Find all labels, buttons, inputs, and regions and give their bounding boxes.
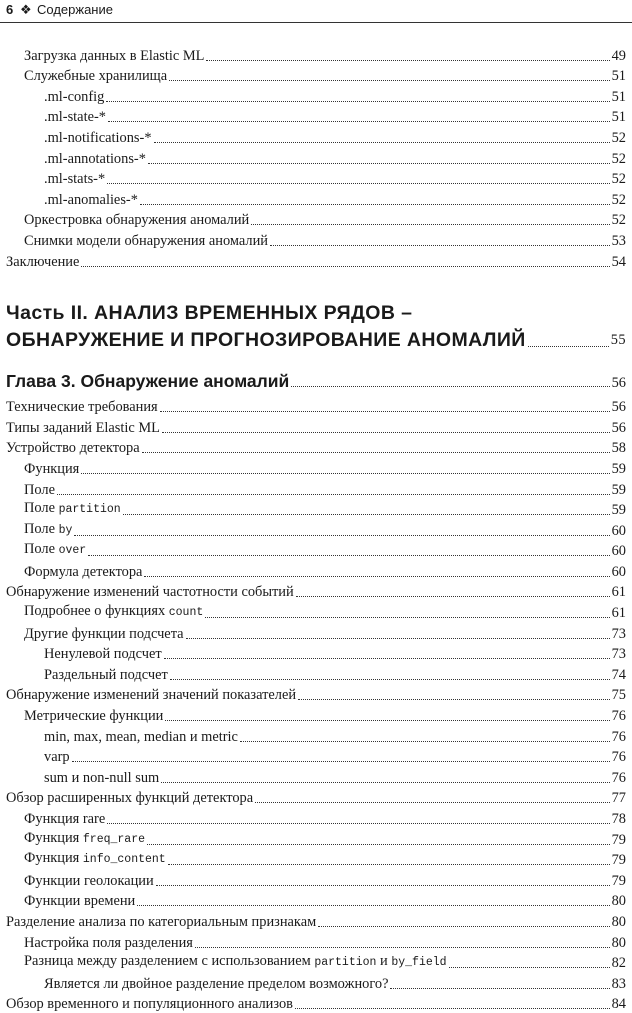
toc-entry[interactable] [0, 44, 632, 65]
toc-entry-page: 79 [611, 831, 626, 848]
title-text: Технические требования [6, 399, 158, 416]
toc-entry-page: 52 [611, 191, 626, 208]
code-term: by [58, 523, 73, 537]
toc-entry-page: 52 [611, 150, 626, 167]
title-text: .ml-config [44, 88, 105, 105]
part-title-line1: Часть II. АНАЛИЗ ВРЕМЕННЫХ РЯДОВ – [6, 301, 413, 324]
toc-entry[interactable] [0, 952, 632, 973]
code-term: partition [314, 956, 377, 970]
toc-entry-title [24, 872, 154, 890]
leader-dots [144, 576, 609, 577]
title-text: Типы заданий Elastic ML [6, 419, 160, 436]
leader-dots [169, 80, 609, 81]
leader-dots [156, 885, 610, 886]
toc-entry[interactable] [0, 168, 632, 189]
title-text: Поле [24, 481, 55, 498]
title-text: Загрузка данных в Elastic ML [24, 47, 205, 64]
toc-entry[interactable] [0, 663, 632, 684]
title-text: .ml-notifications-* [44, 129, 152, 146]
toc-entry-page: 52 [611, 171, 626, 188]
toc-entry-title [24, 602, 203, 622]
leader-dots [205, 617, 609, 618]
leader-dots [240, 741, 610, 742]
toc-entry-title [24, 232, 268, 250]
leader-dots [164, 658, 610, 659]
toc-entry-title [24, 47, 204, 65]
title-text: Обзор расширенных функций детектора [6, 790, 254, 807]
toc-entry-title [44, 975, 388, 993]
toc-entry-title [44, 645, 162, 663]
toc-entry-page: 78 [611, 811, 626, 827]
toc-entry-page: 60 [611, 563, 626, 580]
code-term: by_field [391, 956, 447, 970]
toc-entry-title [44, 666, 168, 684]
toc-entry-title [24, 540, 86, 560]
header-title: Содержание [37, 2, 113, 17]
toc-entry-page: 76 [611, 708, 626, 725]
toc-entry-title [44, 129, 152, 147]
toc-section-top [0, 44, 632, 271]
toc-entry-page: 56 [611, 399, 626, 416]
toc-entry-title [6, 583, 294, 601]
title-text: Метрические функции [24, 708, 164, 725]
running-header [0, 0, 632, 23]
toc-entry-page: 59 [611, 481, 626, 498]
leader-dots [140, 204, 610, 205]
leader-dots [170, 679, 610, 680]
toc-entry-page: 76 [611, 749, 626, 766]
title-text: Устройство детектора [6, 440, 140, 457]
leader-dots [123, 514, 610, 515]
toc-entry-page: 75 [611, 687, 626, 704]
leader-dots [72, 761, 610, 762]
leader-dots [107, 823, 609, 824]
title-text: Служебные хранилища [24, 68, 168, 85]
code-term: info_content [82, 853, 166, 867]
leader-dots [161, 782, 609, 783]
title-text: Разделение анализа по категориальным признакам [6, 913, 317, 930]
toc-entry-title [44, 170, 105, 188]
title-text: Раздельный подсчет [44, 666, 168, 683]
toc-entry[interactable] [0, 416, 632, 437]
leader-dots [88, 555, 609, 556]
title-text: Подробнее о функциях [24, 603, 169, 620]
leader-dots [137, 905, 609, 906]
title-text: Заключение [6, 253, 80, 270]
toc-entry[interactable] [0, 910, 632, 931]
title-text: и [376, 953, 392, 970]
leader-dots [57, 494, 610, 495]
toc-entry-title [6, 686, 296, 704]
leader-dots [255, 802, 609, 803]
part-heading[interactable] [0, 301, 632, 352]
leader-dots [296, 596, 610, 597]
title-text: Настройка поля разделения [24, 934, 193, 951]
title-text: Поле [24, 520, 59, 537]
toc-entry[interactable] [0, 540, 632, 561]
leader-dots [195, 947, 610, 948]
toc-entry-title [24, 211, 249, 229]
toc-entry[interactable] [0, 147, 632, 168]
toc-entry-title [24, 707, 163, 725]
leader-dots [528, 346, 609, 347]
toc-entry-title [24, 829, 145, 849]
code-term: count [168, 606, 204, 620]
toc-entry-page: 51 [611, 68, 626, 85]
toc-entry[interactable] [0, 890, 632, 911]
toc-entry[interactable] [0, 65, 632, 86]
toc-entry-title [24, 520, 72, 540]
toc-entry-title [24, 810, 105, 828]
toc-entry[interactable] [0, 581, 632, 602]
code-term: partition [58, 503, 121, 517]
part-page: 55 [610, 331, 626, 348]
toc-entry-page: 52 [611, 212, 626, 229]
leader-dots [449, 967, 610, 968]
toc-entry[interactable] [0, 766, 632, 787]
toc-entry-title [24, 849, 166, 869]
toc-entry-page: 51 [611, 88, 626, 105]
leader-dots [81, 266, 609, 267]
toc-entry-page: 83 [611, 975, 626, 992]
toc-entry[interactable] [0, 725, 632, 746]
toc-entry-page: 53 [611, 232, 626, 249]
table-of-contents [0, 44, 632, 1013]
leader-dots [206, 60, 609, 61]
toc-entry[interactable] [0, 437, 632, 458]
toc-entry-title [44, 88, 104, 106]
leader-dots [291, 386, 609, 387]
title-text: Поле [24, 541, 59, 558]
toc-entry[interactable] [0, 396, 632, 417]
toc-entry[interactable] [0, 931, 632, 952]
toc-entry-title [44, 748, 70, 766]
toc-entry[interactable] [0, 622, 632, 643]
toc-entry-title [6, 913, 316, 931]
toc-entry-title [44, 191, 138, 209]
title-text: Оркестровка обнаружения аномалий [24, 212, 250, 229]
toc-entry-page: 73 [611, 625, 626, 642]
toc-entry-title [6, 439, 140, 457]
leader-dots [162, 432, 610, 433]
toc-entry-page: 54 [611, 253, 626, 270]
toc-entry[interactable] [0, 993, 632, 1013]
toc-entry[interactable] [0, 126, 632, 147]
toc-entry-page: 80 [611, 913, 626, 930]
title-text: Ненулевой подсчет [44, 646, 162, 663]
toc-entry[interactable] [0, 519, 632, 540]
leader-dots [160, 411, 610, 412]
leader-dots [147, 844, 610, 845]
toc-entry-page: 84 [611, 996, 626, 1013]
toc-entry-title [24, 952, 447, 972]
toc-entry-title [24, 563, 142, 581]
toc-entry-title [6, 398, 158, 416]
leader-dots [148, 163, 610, 164]
toc-entry-title [24, 499, 121, 519]
title-text: Функция [24, 829, 83, 846]
leader-dots [165, 720, 609, 721]
leader-dots [270, 245, 610, 246]
toc-entry-page: 59 [611, 502, 626, 519]
leader-dots [390, 988, 609, 989]
header-page-number: 6 [6, 2, 14, 17]
toc-entry-page: 79 [611, 872, 626, 889]
leader-dots [81, 473, 609, 474]
toc-entry-title [44, 108, 106, 126]
title-text: Функция rare [24, 811, 106, 827]
leader-dots [318, 926, 609, 927]
toc-entry[interactable] [0, 643, 632, 664]
leader-dots [107, 183, 609, 184]
title-text: sum и non-null sum [44, 769, 160, 786]
toc-entry-page: 79 [611, 852, 626, 869]
toc-entry-page: 56 [611, 419, 626, 436]
chapter-title: Глава 3. Обнаружение аномалий [6, 370, 290, 391]
title-text: .ml-stats-* [44, 171, 106, 188]
title-text: Функция [24, 850, 83, 867]
leader-dots [168, 864, 610, 865]
toc-entry-title [24, 67, 167, 85]
title-text: Обнаружение изменений частотности событий [6, 584, 294, 601]
title-text: min, max, mean, median и metric [44, 728, 238, 745]
toc-section-bottom [0, 396, 632, 1013]
toc-entry-page: 76 [611, 728, 626, 745]
chapter-heading[interactable] [0, 366, 632, 392]
toc-entry[interactable] [0, 229, 632, 250]
toc-entry-page: 73 [611, 646, 626, 663]
toc-entry[interactable] [0, 972, 632, 993]
toc-entry-page: 77 [611, 790, 626, 807]
leader-dots [108, 121, 610, 122]
toc-entry-page: 60 [611, 522, 626, 539]
chapter-page: 56 [611, 374, 626, 391]
toc-entry-page: 61 [611, 584, 626, 601]
toc-entry-title [24, 460, 79, 478]
toc-entry-title [6, 789, 253, 807]
toc-entry-page: 74 [611, 666, 626, 683]
leader-dots [142, 452, 610, 453]
title-text: Является ли двойное разделение пределом возможного? [44, 975, 389, 992]
title-text: Разница между разделением с использованием [24, 953, 315, 970]
title-text: Другие функции подсчета [24, 625, 184, 642]
title-text: Функции времени [24, 893, 136, 910]
toc-entry-page: 59 [611, 460, 626, 477]
toc-entry-page: 49 [611, 47, 626, 64]
toc-entry-title [6, 995, 293, 1013]
title-text: varp [44, 749, 70, 766]
toc-entry-page: 80 [611, 893, 626, 910]
code-term: freq_rare [82, 832, 146, 846]
leader-dots [298, 699, 610, 700]
toc-entry-page: 82 [611, 955, 626, 972]
toc-entry[interactable] [0, 746, 632, 767]
toc-entry-page: 80 [611, 934, 626, 951]
toc-entry-page: 76 [611, 769, 626, 786]
leader-dots [295, 1008, 610, 1009]
title-text: Функция [24, 460, 80, 477]
title-text: Обнаружение изменений значений показателей [6, 687, 297, 704]
toc-entry[interactable] [0, 250, 632, 271]
toc-entry[interactable] [0, 807, 632, 828]
leader-dots [186, 638, 610, 639]
toc-entry-title [44, 150, 146, 168]
title-text: Снимки модели обнаружения аномалий [24, 232, 268, 249]
title-text: Поле [24, 500, 59, 517]
toc-entry-title [6, 253, 79, 271]
toc-entry[interactable] [0, 684, 632, 705]
toc-entry[interactable] [0, 787, 632, 808]
toc-entry[interactable] [0, 188, 632, 209]
toc-entry[interactable] [0, 106, 632, 127]
toc-entry[interactable] [0, 601, 632, 622]
title-text: .ml-annotations-* [44, 150, 146, 167]
title-text: Обзор временного и популяционного анализов [6, 996, 293, 1013]
leader-dots [251, 224, 609, 225]
toc-entry-title [44, 728, 238, 746]
ornament-icon: ❖ [20, 2, 32, 17]
title-text: Формула детектора [24, 563, 143, 580]
title-text: .ml-state-* [44, 109, 106, 126]
toc-entry-page: 51 [611, 109, 626, 126]
title-text: .ml-anomalies-* [44, 191, 138, 208]
toc-entry-title [24, 481, 55, 499]
toc-entry-page: 61 [611, 605, 626, 622]
toc-entry[interactable] [0, 499, 632, 520]
toc-entry-title [44, 769, 159, 787]
toc-entry[interactable] [0, 85, 632, 106]
toc-entry[interactable] [0, 560, 632, 581]
toc-entry[interactable] [0, 849, 632, 870]
leader-dots [154, 142, 610, 143]
title-text: Функции геолокации [24, 872, 154, 889]
leader-dots [74, 535, 609, 536]
leader-dots [106, 101, 609, 102]
toc-entry-title [24, 625, 184, 643]
toc-entry[interactable] [0, 704, 632, 725]
toc-entry[interactable] [0, 869, 632, 890]
toc-entry-title [24, 892, 135, 910]
toc-entry[interactable] [0, 478, 632, 499]
toc-entry-page: 60 [611, 543, 626, 560]
part-title-line2: ОБНАРУЖЕНИЕ И ПРОГНОЗИРОВАНИЕ АНОМАЛИЙ [6, 328, 526, 351]
code-term: over [58, 544, 87, 558]
toc-entry[interactable] [0, 828, 632, 849]
toc-entry-page: 52 [611, 129, 626, 146]
toc-entry-title [24, 934, 193, 952]
toc-entry-title [6, 419, 160, 437]
toc-entry[interactable] [0, 457, 632, 478]
toc-entry-page: 58 [611, 440, 626, 457]
toc-entry[interactable] [0, 209, 632, 230]
